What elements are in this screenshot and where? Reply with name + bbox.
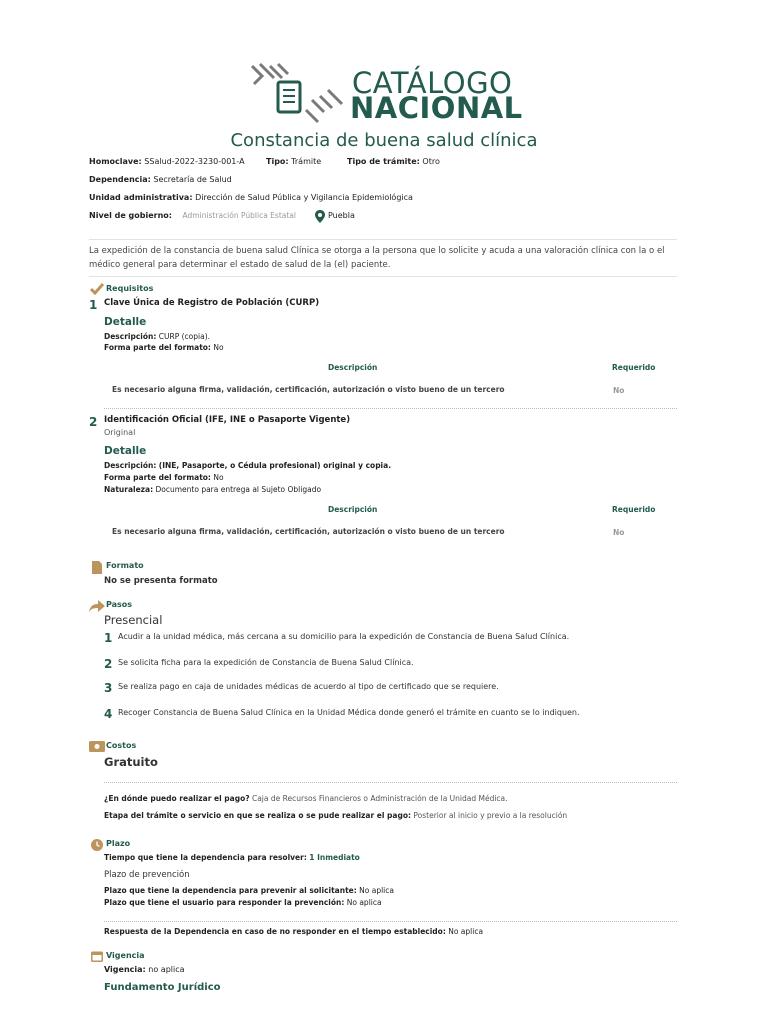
- arrow-share-icon: [89, 600, 105, 612]
- tipo-key: Tipo:: [266, 157, 289, 166]
- step-2-text: Se solicita ficha para la expedición de Constancia de Buena Salud Clínica.: [118, 658, 414, 667]
- req-2-formato: [104, 473, 224, 482]
- meta-row-1: [89, 157, 245, 166]
- vigencia-row: [104, 965, 185, 974]
- req-2-detalle: Detalle: [104, 445, 147, 457]
- req-2-naturaleza-value: Documento para entrega al Sujeto Obligado: [155, 485, 322, 494]
- plazo-respuesta-value: No aplica: [448, 927, 484, 936]
- meta-tipo: [266, 157, 321, 166]
- step-2-number: 2: [104, 657, 113, 671]
- req-1-formato-value: No: [213, 343, 224, 352]
- req-1-th-requerido: Requerido: [612, 363, 656, 372]
- req-2-naturaleza-key: Naturaleza:: [104, 485, 154, 494]
- req-2-th-requerido: Requerido: [612, 505, 656, 514]
- dependencia-value: Secretaría de Salud: [153, 175, 232, 184]
- req-1-number: 1: [89, 298, 98, 312]
- costos-heading: Costos: [106, 741, 137, 750]
- plazo-respuesta-key: Respuesta de la Dependencia en caso de no responder en el tiempo establecido:: [104, 927, 446, 936]
- pasos-mode: Presencial: [104, 613, 163, 627]
- req-1-formato: [104, 343, 224, 352]
- req-1-desc: [104, 332, 210, 341]
- page-title: Constancia de buena salud clínica: [230, 130, 538, 151]
- logo: [248, 60, 523, 125]
- req-1-row-value: No: [613, 386, 625, 395]
- calendar-icon: [91, 950, 103, 962]
- costos-pago-value: Caja de Recursos Financieros o Administración de la Unidad Médica.: [251, 794, 508, 803]
- logo-line2: NACIONAL: [350, 91, 523, 125]
- meta-nivel: [89, 211, 296, 220]
- req-2-row-value: No: [613, 528, 625, 537]
- costos-etapa: [104, 811, 567, 820]
- divider: [89, 239, 677, 240]
- plazo-prev-usr: [104, 898, 382, 907]
- costos-etapa-key: Etapa del trámite o servicio en que se realiza o se pude realizar el pago:: [104, 811, 411, 820]
- step-4-number: 4: [104, 707, 113, 721]
- plazo-prevencion-title: Plazo de prevención: [104, 870, 190, 880]
- step-3-text: Se realiza pago en caja de unidades médicas de acuerdo al tipo de certificado que se requiere.: [118, 682, 499, 691]
- req-2-th-descripcion: Descripción: [328, 505, 378, 514]
- req-2-desc-key: Descripción:: [104, 461, 157, 470]
- step-4-text: Recoger Constancia de Buena Salud Clínica en la Unidad Médica donde generó el trámite en cuanto se lo indiquen.: [118, 708, 580, 717]
- formato-text: No se presenta formato: [104, 576, 218, 586]
- plazo-respuesta: [104, 927, 483, 936]
- unidad-key: Unidad administrativa:: [89, 193, 193, 202]
- req-1-row-text: Es necesario alguna firma, validación, certificación, autorización o visto bueno de un tercero: [112, 385, 505, 394]
- plazo-heading: Plazo: [106, 839, 131, 848]
- checkmark-icon: [90, 283, 104, 295]
- homoclave-value: SSalud-2022-3230-001-A: [144, 157, 245, 166]
- location-pin-icon: [315, 210, 325, 223]
- meta-dependencia: [89, 175, 232, 184]
- plazo-prev-usr-value: No aplica: [346, 898, 382, 907]
- req-2-number: 2: [89, 415, 98, 429]
- req-1-formato-key: Forma parte del formato:: [104, 343, 211, 352]
- req-1-detalle: Detalle: [104, 316, 147, 328]
- tipo-tramite-key: Tipo de trámite:: [347, 157, 420, 166]
- tipo-tramite-value: Otro: [422, 157, 440, 166]
- req-2-desc: [104, 461, 391, 470]
- vigencia-heading: Vigencia: [106, 951, 145, 960]
- plazo-resolver-key: Tiempo que tiene la dependencia para resolver:: [104, 853, 307, 862]
- divider: [104, 921, 677, 922]
- plazo-prev-dep: [104, 886, 394, 895]
- plazo-resolver-value: 1 Inmediato: [309, 853, 360, 862]
- plazo-prev-usr-key: Plazo que tiene el usuario para responder la prevención:: [104, 898, 345, 907]
- req-1-desc-key: Descripción:: [104, 332, 157, 341]
- nivel-value: Administración Pública Estatal: [182, 211, 296, 220]
- tipo-value: Trámite: [291, 157, 322, 166]
- costos-value: Gratuito: [104, 755, 158, 769]
- location-label: Puebla: [328, 211, 355, 220]
- plazo-prev-dep-key: Plazo que tiene la dependencia para prevenir al solicitante:: [104, 886, 357, 895]
- meta-tipo-tramite: [347, 157, 440, 166]
- description: La expedición de la constancia de buena salud Clínica se otorga a la persona que lo solicite y acuda a una valoración clínica con la o el médico general para determinar el estado de salud de la (el) paciente.: [89, 246, 665, 270]
- costos-etapa-value: Posterior al inicio y previo a la resolución: [413, 811, 568, 820]
- req-2-formato-key: Forma parte del formato:: [104, 473, 211, 482]
- requisitos-heading: Requisitos: [106, 284, 154, 293]
- dependencia-key: Dependencia:: [89, 175, 151, 184]
- divider: [104, 408, 677, 409]
- req-2-formato-value: No: [213, 473, 224, 482]
- logo-line1: CATÁLOGO: [352, 66, 513, 100]
- vigencia-key: Vigencia:: [104, 965, 146, 974]
- req-2-subtitle: Original: [104, 428, 136, 437]
- divider: [104, 782, 677, 783]
- vigencia-value: no aplica: [148, 965, 185, 974]
- money-icon: [89, 741, 105, 752]
- unidad-value: Dirección de Salud Pública y Vigilancia Epidemiológica: [195, 193, 413, 202]
- plazo-resolver: [104, 853, 360, 862]
- pasos-heading: Pasos: [106, 600, 133, 609]
- fundamento-heading: Fundamento Jurídico: [104, 982, 221, 993]
- catalog-logo-icon: [248, 60, 348, 124]
- meta-unidad: [89, 193, 413, 202]
- costos-pago-key: ¿En dónde puedo realizar el pago?: [104, 794, 250, 803]
- req-2-desc-value: (INE, Pasaporte, o Cédula profesional) original y copia.: [158, 461, 392, 470]
- req-1-desc-value: CURP (copia).: [158, 332, 210, 341]
- formato-heading: Formato: [106, 561, 144, 570]
- plazo-prev-dep-value: No aplica: [359, 886, 394, 895]
- step-3-number: 3: [104, 681, 113, 695]
- req-1-th-descripcion: Descripción: [328, 363, 378, 372]
- divider: [89, 276, 677, 277]
- clock-icon: [91, 839, 103, 851]
- req-2-naturaleza: [104, 485, 321, 494]
- step-1-number: 1: [104, 631, 113, 645]
- req-2-title: Identificación Oficial (IFE, INE o Pasaporte Vigente): [104, 415, 351, 425]
- costos-pago: [104, 794, 508, 803]
- step-1-text: Acudir a la unidad médica, más cercana a su domicilio para la expedición de Constancia de Buena Salud Clínica.: [118, 632, 570, 641]
- req-1-title: Clave Única de Registro de Población (CURP): [104, 298, 320, 308]
- document-icon: [92, 561, 102, 574]
- nivel-key: Nivel de gobierno:: [89, 211, 172, 220]
- homoclave-key: Homoclave:: [89, 157, 142, 166]
- req-2-row-text: Es necesario alguna firma, validación, certificación, autorización o visto bueno de un tercero: [112, 527, 505, 536]
